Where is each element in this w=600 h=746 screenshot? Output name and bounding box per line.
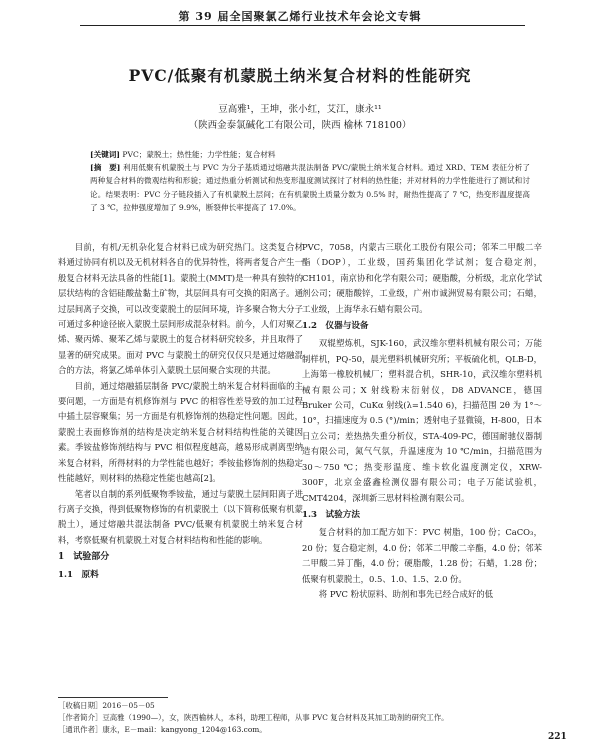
right-paragraph: 双辊塑炼机，SJK-160，武汉维尔塑料机械有限公司；万能制样机，PQ-50，晨光塑料机械研究所；平板硫化机，QLB-D，上海第一橡胶机械厂；塑料混合机，SHR-10，武汉维尔塑料机械有限公司；X 射线粉末衍射仪，D8 ADVANCE，德国 Bruker 公司，CuKα 射线(λ=1.540 6)，扫描范围 2θ 为 1°～10°，扫描速度为 0.5 (°)/min；透射电子显微镜，H-800，日本日立公司；差热热失重分析仪，STA-409-PC，德国耐驰仪器制造有限公司，氮气气氛，升温速度为 10 ℃/min，扫描范围为 30～750 ℃；热变形温度、维卡软化温度测定仪，XRW-300F，北京金盛鑫检测仪器有限公司；电子万能试验机，CMT4204，深圳新三思材料检测有限公司。 — [302, 338, 542, 503]
body-column-left — [58, 240, 303, 585]
left-subsection-heading: 1.1 原料 — [58, 569, 99, 580]
left-section-heading: 1 试验部分 — [58, 552, 110, 563]
right-subsection-heading: 1.2 仪器与设备 — [302, 321, 369, 332]
abstract-text: 利用低聚有机蒙脱土与 PVC 为分子基质通过熔融共混法制备 PVC/蒙脱土纳米复合材料。通过 XRD、TEM 表征分析了两种复合材料的微观结构和形貌；通过热重分析测试和热变形温度测试探讨了材料的热性能；并对材料的力学性能进行了测试和讨论。结果表明：PVC 分子链段插入了有机蒙脱土层间；在有机蒙脱土质量分数为 0.5% 时，耐热性提高了 7 ℃，热变形温度提高了 3 ℃，拉伸强度增加了 9.9%，断裂伸长率提高了 17.0%。 — [90, 163, 531, 212]
abstract-label: [摘 要] — [90, 163, 121, 173]
page-number: 221 — [548, 732, 567, 742]
abstract-paragraph — [90, 161, 530, 214]
article-affiliation: （陕西金泰氯碱化工有限公司，陕西 榆林 718100） — [188, 120, 412, 131]
footnote-received: ［收稿日期］2016－05－05 — [58, 701, 155, 710]
left-paragraph: 笔者以自制的系列低聚物季铵盐，通过与蒙脱土层间阳离子进行离子交换，得到低聚物修饰的有机蒙脱土（以下简称低聚有机蒙脱土），通过熔融共混法制备 PVC/低聚有机蒙脱土纳米复合材料，考察低聚有机蒙脱土对复合材料结构和性能的影响。 — [58, 488, 303, 545]
article-title: PVC/低聚有机蒙脱土纳米复合材料的性能研究 — [128, 66, 472, 85]
footnote-corresponding: ［通讯作者］康永，E－mail：kangyong_1204@163.com。 — [58, 725, 267, 734]
right-paragraph: PVC，7058，内蒙古三联化工股份有限公司；邻苯二甲酸二辛酯（DOP），工业级，国药集团化学试剂；复合稳定剂，CH101，南京协和化学有限公司；硬脂酸，分析级，北京化学试剂公司；硬脂酸锌，工业级，广州市诚洲贸易有限公司；石蜡，工业级，上海华永石蜡有限公司。 — [302, 242, 542, 314]
running-header: 第 39 届全国聚氯乙烯行业技术年会论文专辑 — [178, 10, 422, 23]
footnote-author-bio: ［作者简介］豆高雅（1990—），女，陕西榆林人，本科，助理工程师，从事 PVC 复合材料及其加工助剂的研究工作。 — [58, 713, 449, 722]
right-paragraph: 将 PVC 粉状原料、助剂和事先已经合成好的低 — [318, 588, 493, 599]
left-paragraph: 目前，通过熔融插层制备 PVC/蒙脱土纳米复合材料面临的主要问题，一方面是有机修饰剂与 PVC 的相容性差导致的加工过程中插土层容聚集；另一方面是有机修饰剂的热稳定性问题。因此，蒙脱土表面修饰剂的结构是决定纳米复合材料结构性能的关键因素。季铵盐修饰剂结构与 PVC 相似程度越高，越易形成剥离型纳米复合材料，所得材料的力学性能也越好；季铵盐修饰剂的热稳定性能越好，则材料的热稳定性能也越高[2]。 — [58, 380, 303, 484]
left-paragraph: 目前，有机/无机杂化复合材料已成为研究热门。这类复合材料通过协同有机以及无机材料各自的优异特性，将两者复合产生一般复合材料无法具备的性能[1]。蒙脱土(MMT)是一种具有独特的层状结构的含铝硅酸盐黏土矿物，其层间具有可交换的阳离子。通过层间离子交换，可以改变蒙脱土的层间环境，许多聚合物大分子可通过多种途径嵌入蒙脱土层间形成混杂材料。前今，人们对聚乙烯、聚丙烯、聚苯乙烯与蒙脱土的复合材料研究较多，并且取得了显著的研究成果。面对 PVC 与蒙脱土的研究仅仅只是通过熔融混合的方法，将氯乙烯单体引入蒙脱土层间聚合实现的共混。 — [58, 242, 303, 376]
keywords-label: [关键词] — [90, 150, 120, 159]
footnotes — [58, 700, 538, 736]
keywords-text: PVC；蒙脱土；热性能；力学性能；复合材料 — [122, 150, 276, 159]
header-rule — [80, 25, 525, 26]
body-column-right — [302, 240, 542, 602]
right-paragraph: 复合材料的加工配方如下：PVC 树脂，100 份；CaCO₃，20 份；复合稳定剂，4.0 份；邻苯二甲酸二辛酯，4.0 份；邻苯二甲酸二异丁酯，4.0 份；硬脂酸，1.28 份；石蜡，1.28 份；低聚有机蒙脱土，0.5、1.0、1.5、2.0 份。 — [302, 527, 542, 584]
footnote-rule — [58, 697, 168, 698]
article-authors: 豆高雅¹，王坤，张小红，艾江，康永¹¹ — [218, 104, 382, 115]
right-subsection-heading: 1.3 试验方法 — [302, 509, 360, 520]
keywords-line — [90, 148, 530, 161]
abstract-block — [90, 148, 530, 214]
